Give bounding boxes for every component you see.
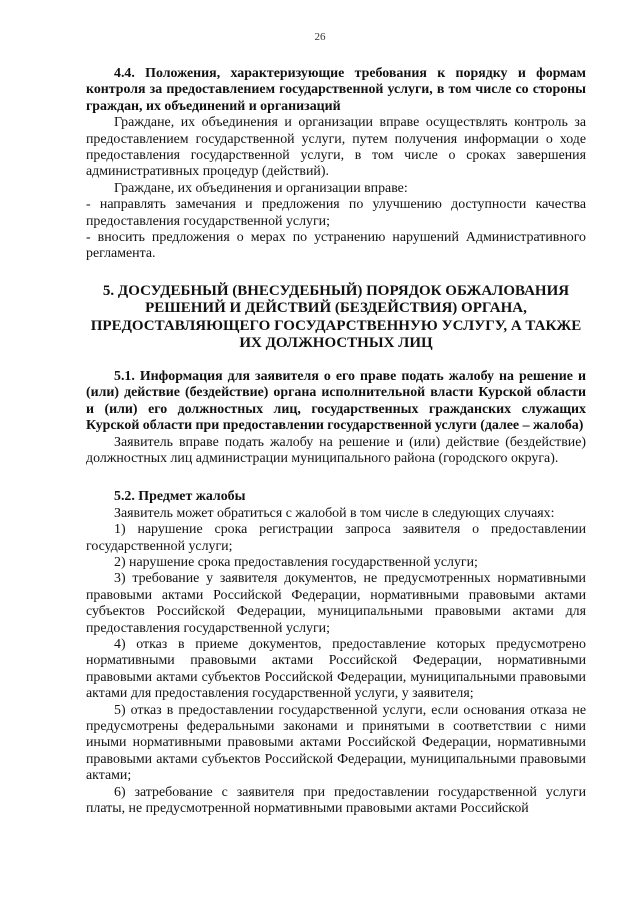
section-5-1-paragraph: Заявитель вправе подать жалобу на решение и (или) действие (бездействие) должностных лиц администрации муниципального района (городского округа). xyxy=(86,434,586,466)
page-content xyxy=(86,66,586,817)
section-5-2-intro: Заявитель может обратиться с жалобой в том числе в следующих случаях: xyxy=(114,505,555,521)
section-4-4-list-item-2: - вносить предложения о мерах по устранению нарушений Административного регламента. xyxy=(86,230,586,262)
section-5-2-item-3: 3) требование у заявителя документов, не предусмотренных нормативными правовыми актами Российской Федерации, нормативными правовыми актами субъектов Российской Федерации, муниципальными правовыми актами для предоставления государственной услуги; xyxy=(86,571,586,636)
section-5-title: 5. ДОСУДЕБНЫЙ (ВНЕСУДЕБНЫЙ) ПОРЯДОК ОБЖАЛОВАНИЯ РЕШЕНИЙ И ДЕЙСТВИЙ (БЕЗДЕЙСТВИЯ) ОРГАНА, ПРЕДОСТАВЛЯЮЩЕГО ГОСУДАРСТВЕННУЮ УСЛУГУ, А ТАКЖЕ ИХ ДОЛЖНОСТНЫХ ЛИЦ xyxy=(90,282,582,352)
section-4-4-list-item-1: - направлять замечания и предложения по улучшению доступности качества предоставления государственной услуги; xyxy=(86,197,586,229)
section-5-2-item-5: 5) отказ в предоставлении государственной услуги, если основания отказа не предусмотрены федеральными законами и принятыми в соответствии с ними иными нормативными правовыми актами Российской Федерации, нормативными правовыми актами субъектов Российской Федерации, муниципальными правовыми актами; xyxy=(86,702,586,784)
section-4-4-paragraph-2: Граждане, их объединения и организации вправе: xyxy=(114,180,408,196)
section-5-2-item-1: 1) нарушение срока регистрации запроса заявителя о предоставлении государственной услуги; xyxy=(86,522,586,554)
section-4-4-heading: 4.4. Положения, характеризующие требования к порядку и формам контроля за предоставлением государственной услуги, в том числе со стороны граждан, их объединений и организаций xyxy=(86,66,586,114)
section-4-4-paragraph-1: Граждане, их объединения и организации вправе осуществлять контроль за предоставлением государственной услуги, путем получения информации о ходе предоставления государственной услуги, в том числе о сроках завершения административных процедур (действий). xyxy=(86,115,586,180)
section-5-1-heading: 5.1. Информация для заявителя о его праве подать жалобу на решение и (или) действие (бездействие) органа исполнительной власти Курской области и (или) его должностных лиц, государственных гражданских служащих Курской области при предоставлении государственной услуги (далее – жалоба) xyxy=(86,368,586,434)
section-5-2-item-6: 6) затребование с заявителя при предоставлении государственной услуги платы, не предусмотренной нормативными правовыми актами Российской xyxy=(86,784,586,817)
section-5-2-item-4: 4) отказ в приеме документов, предоставление которых предусмотрено нормативными правовыми актами Российской Федерации, нормативными правовыми актами субъектов Российской Федерации, муниципальными правовыми актами для предоставления государственной услуги, у заявителя; xyxy=(86,636,586,702)
section-5-2-item-2: 2) нарушение срока предоставления государственной услуги; xyxy=(114,554,478,570)
section-5-2-heading: 5.2. Предмет жалобы xyxy=(114,489,246,505)
page-number: 26 xyxy=(314,31,326,43)
